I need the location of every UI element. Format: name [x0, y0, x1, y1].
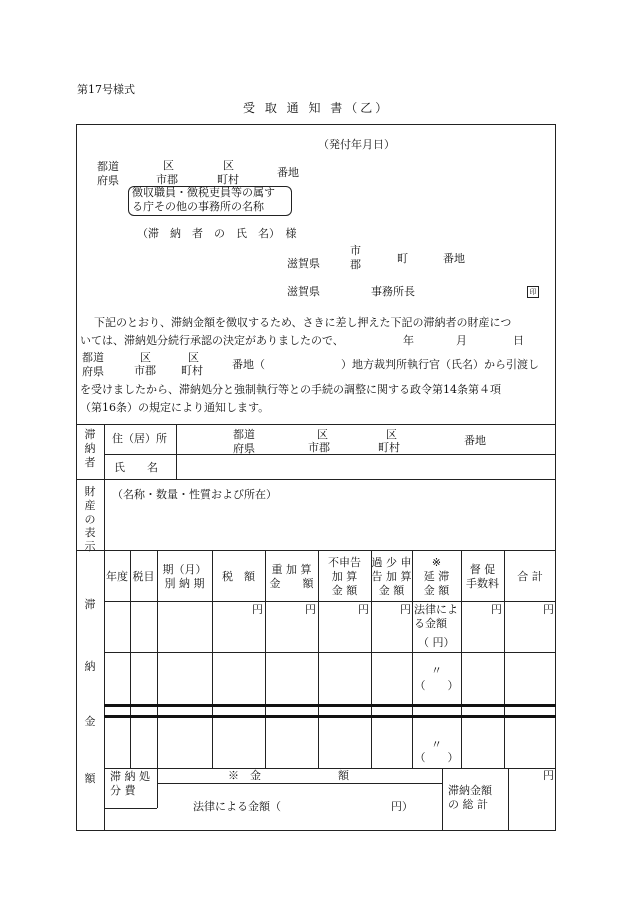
form-number: 第17号様式 — [77, 83, 135, 96]
mark-amount-label: ※ 金 額 — [228, 769, 349, 782]
header-heavy-add: 重 加 算 金 額 — [269, 563, 314, 590]
divider — [318, 550, 319, 768]
disposal-cost-label: 滞 納 処 分 費 — [110, 770, 150, 797]
amount-label-1: 滞 — [84, 598, 96, 611]
taxpayer-todofuken: 都道 府県 — [233, 428, 255, 455]
header-tax-item: 税目 — [132, 570, 155, 583]
header-period: 期（月） 別 納 期 — [162, 563, 207, 590]
row1-total-yen: 円 — [543, 603, 554, 616]
divider — [76, 479, 556, 480]
divider — [104, 454, 556, 455]
office-name-line2: る庁その他の事務所の名称 — [132, 200, 264, 213]
address-label: 住（居）所 — [112, 432, 167, 445]
sender-todofuken: 都道 府県 — [97, 160, 119, 187]
legal-amount-line: 法律による金額（ 円） — [193, 800, 413, 813]
body-line1: 下記のとおり、滞納金額を徴収するため、さきに差し押えた下記の滞納者の財産につ — [94, 316, 512, 329]
row1-tax-yen: 円 — [252, 603, 263, 616]
body-addr-todofuken: 都道 府県 — [82, 351, 104, 378]
shiga-city: 市 郡 — [350, 244, 361, 271]
name-label: 氏 名 — [114, 461, 158, 474]
amount-label-4: 額 — [84, 772, 96, 785]
body-year: 年 — [403, 334, 414, 347]
shiga-office-head: 事務所長 — [371, 285, 415, 298]
header-tax-amount: 税 額 — [222, 570, 255, 583]
property-label: 財 産 の 表 示 — [84, 485, 96, 553]
divider — [212, 550, 213, 768]
row1-underdecl-yen: 円 — [400, 603, 411, 616]
row1-legal-amount: 法律によ る金額 — [414, 603, 458, 630]
body-court: ）地方裁判所執行官（氏名）から引渡し — [341, 358, 539, 371]
divider — [76, 424, 556, 425]
sender-banchi: 番地 — [277, 166, 299, 179]
total-yen: 円 — [543, 769, 554, 782]
divider — [412, 550, 413, 768]
taxpayer-label: 滞 納 者 — [84, 428, 96, 469]
shiga-banchi: 番地 — [443, 252, 465, 265]
divider — [104, 601, 556, 602]
divider — [157, 783, 442, 784]
form-title: 受 取 通 知 書（乙） — [243, 101, 391, 115]
taxpayer-ku2: 区 — [386, 428, 397, 441]
body-line2: いては、滞納処分続行承認の決定がありましたので、 — [80, 334, 344, 347]
amount-label-2: 納 — [84, 660, 96, 673]
body-line5: （第16条）の規定により通知します。 — [80, 401, 270, 414]
recipient-name: （滞 納 者 の 氏 名） 様 — [137, 227, 297, 240]
divider — [461, 550, 462, 768]
divider — [176, 424, 177, 479]
body-addr-shigun: 市郡 — [134, 364, 156, 377]
header-demand-fee: 督 促 手数料 — [466, 563, 499, 590]
header-delinquency: ※ 延 滞 金 額 — [423, 556, 450, 597]
row1-nondecl-yen: 円 — [358, 603, 369, 616]
body-addr-ku2: 区 — [188, 351, 199, 364]
shiga-pref: 滋賀県 — [287, 257, 320, 270]
header-nondecl-add: 不申告 加 算 金 額 — [328, 556, 361, 597]
row2-ditto: 〃 — [431, 664, 442, 677]
header-total: 合 計 — [517, 570, 543, 583]
row3-paren: （ ） — [414, 751, 459, 764]
shiga-machi: 町 — [397, 252, 408, 265]
divider — [265, 550, 266, 768]
body-addr-banchi: 番地（ — [232, 358, 265, 371]
taxpayer-chouson: 町村 — [378, 441, 400, 454]
taxpayer-banchi: 番地 — [464, 434, 486, 447]
divider — [104, 808, 157, 809]
header-underdecl-add: 過 少 申 告 加 算 金 額 — [371, 556, 412, 597]
divider — [371, 550, 372, 768]
divider — [104, 652, 556, 653]
body-day: 日 — [513, 334, 524, 347]
divider — [76, 550, 556, 551]
office-name-line1: 徴収職員・徴税吏員等の属す — [132, 186, 275, 199]
body-line4: を受けましたから、滞納処分と強制執行等との手続の調整に関する政令第14条第４項 — [80, 383, 501, 396]
row1-paren-yen: （ 円） — [418, 636, 455, 649]
divider — [442, 768, 443, 830]
sender-ku2: 区 — [223, 159, 234, 172]
amount-label-3: 金 — [84, 715, 96, 728]
header-year: 年度 — [106, 570, 128, 583]
body-addr-chouson: 町村 — [181, 364, 203, 377]
seal-mark: 印 — [527, 286, 539, 298]
issue-date: （発付年月日） — [318, 138, 395, 151]
divider — [130, 550, 131, 768]
row3-ditto: 〃 — [431, 738, 442, 751]
sender-chouson: 町村 — [217, 173, 239, 186]
divider — [104, 704, 556, 707]
shiga-office-pref: 滋賀県 — [287, 285, 320, 298]
divider — [104, 715, 556, 718]
row1-fee-yen: 円 — [491, 603, 502, 616]
sender-shigun: 市郡 — [156, 173, 178, 186]
divider — [157, 768, 158, 808]
row1-heavy-yen: 円 — [305, 603, 316, 616]
row2-paren: （ ） — [414, 679, 459, 692]
taxpayer-shigun: 市郡 — [308, 441, 330, 454]
sender-ku1: 区 — [163, 159, 174, 172]
body-addr-ku1: 区 — [140, 351, 151, 364]
divider — [504, 550, 505, 768]
divider — [157, 550, 158, 768]
property-description: （名称・数量・性質および所在） — [112, 488, 277, 501]
divider — [104, 424, 105, 830]
total-label: 滞納金額 の 総 計 — [448, 784, 492, 811]
body-month: 月 — [456, 334, 467, 347]
taxpayer-ku1: 区 — [317, 428, 328, 441]
